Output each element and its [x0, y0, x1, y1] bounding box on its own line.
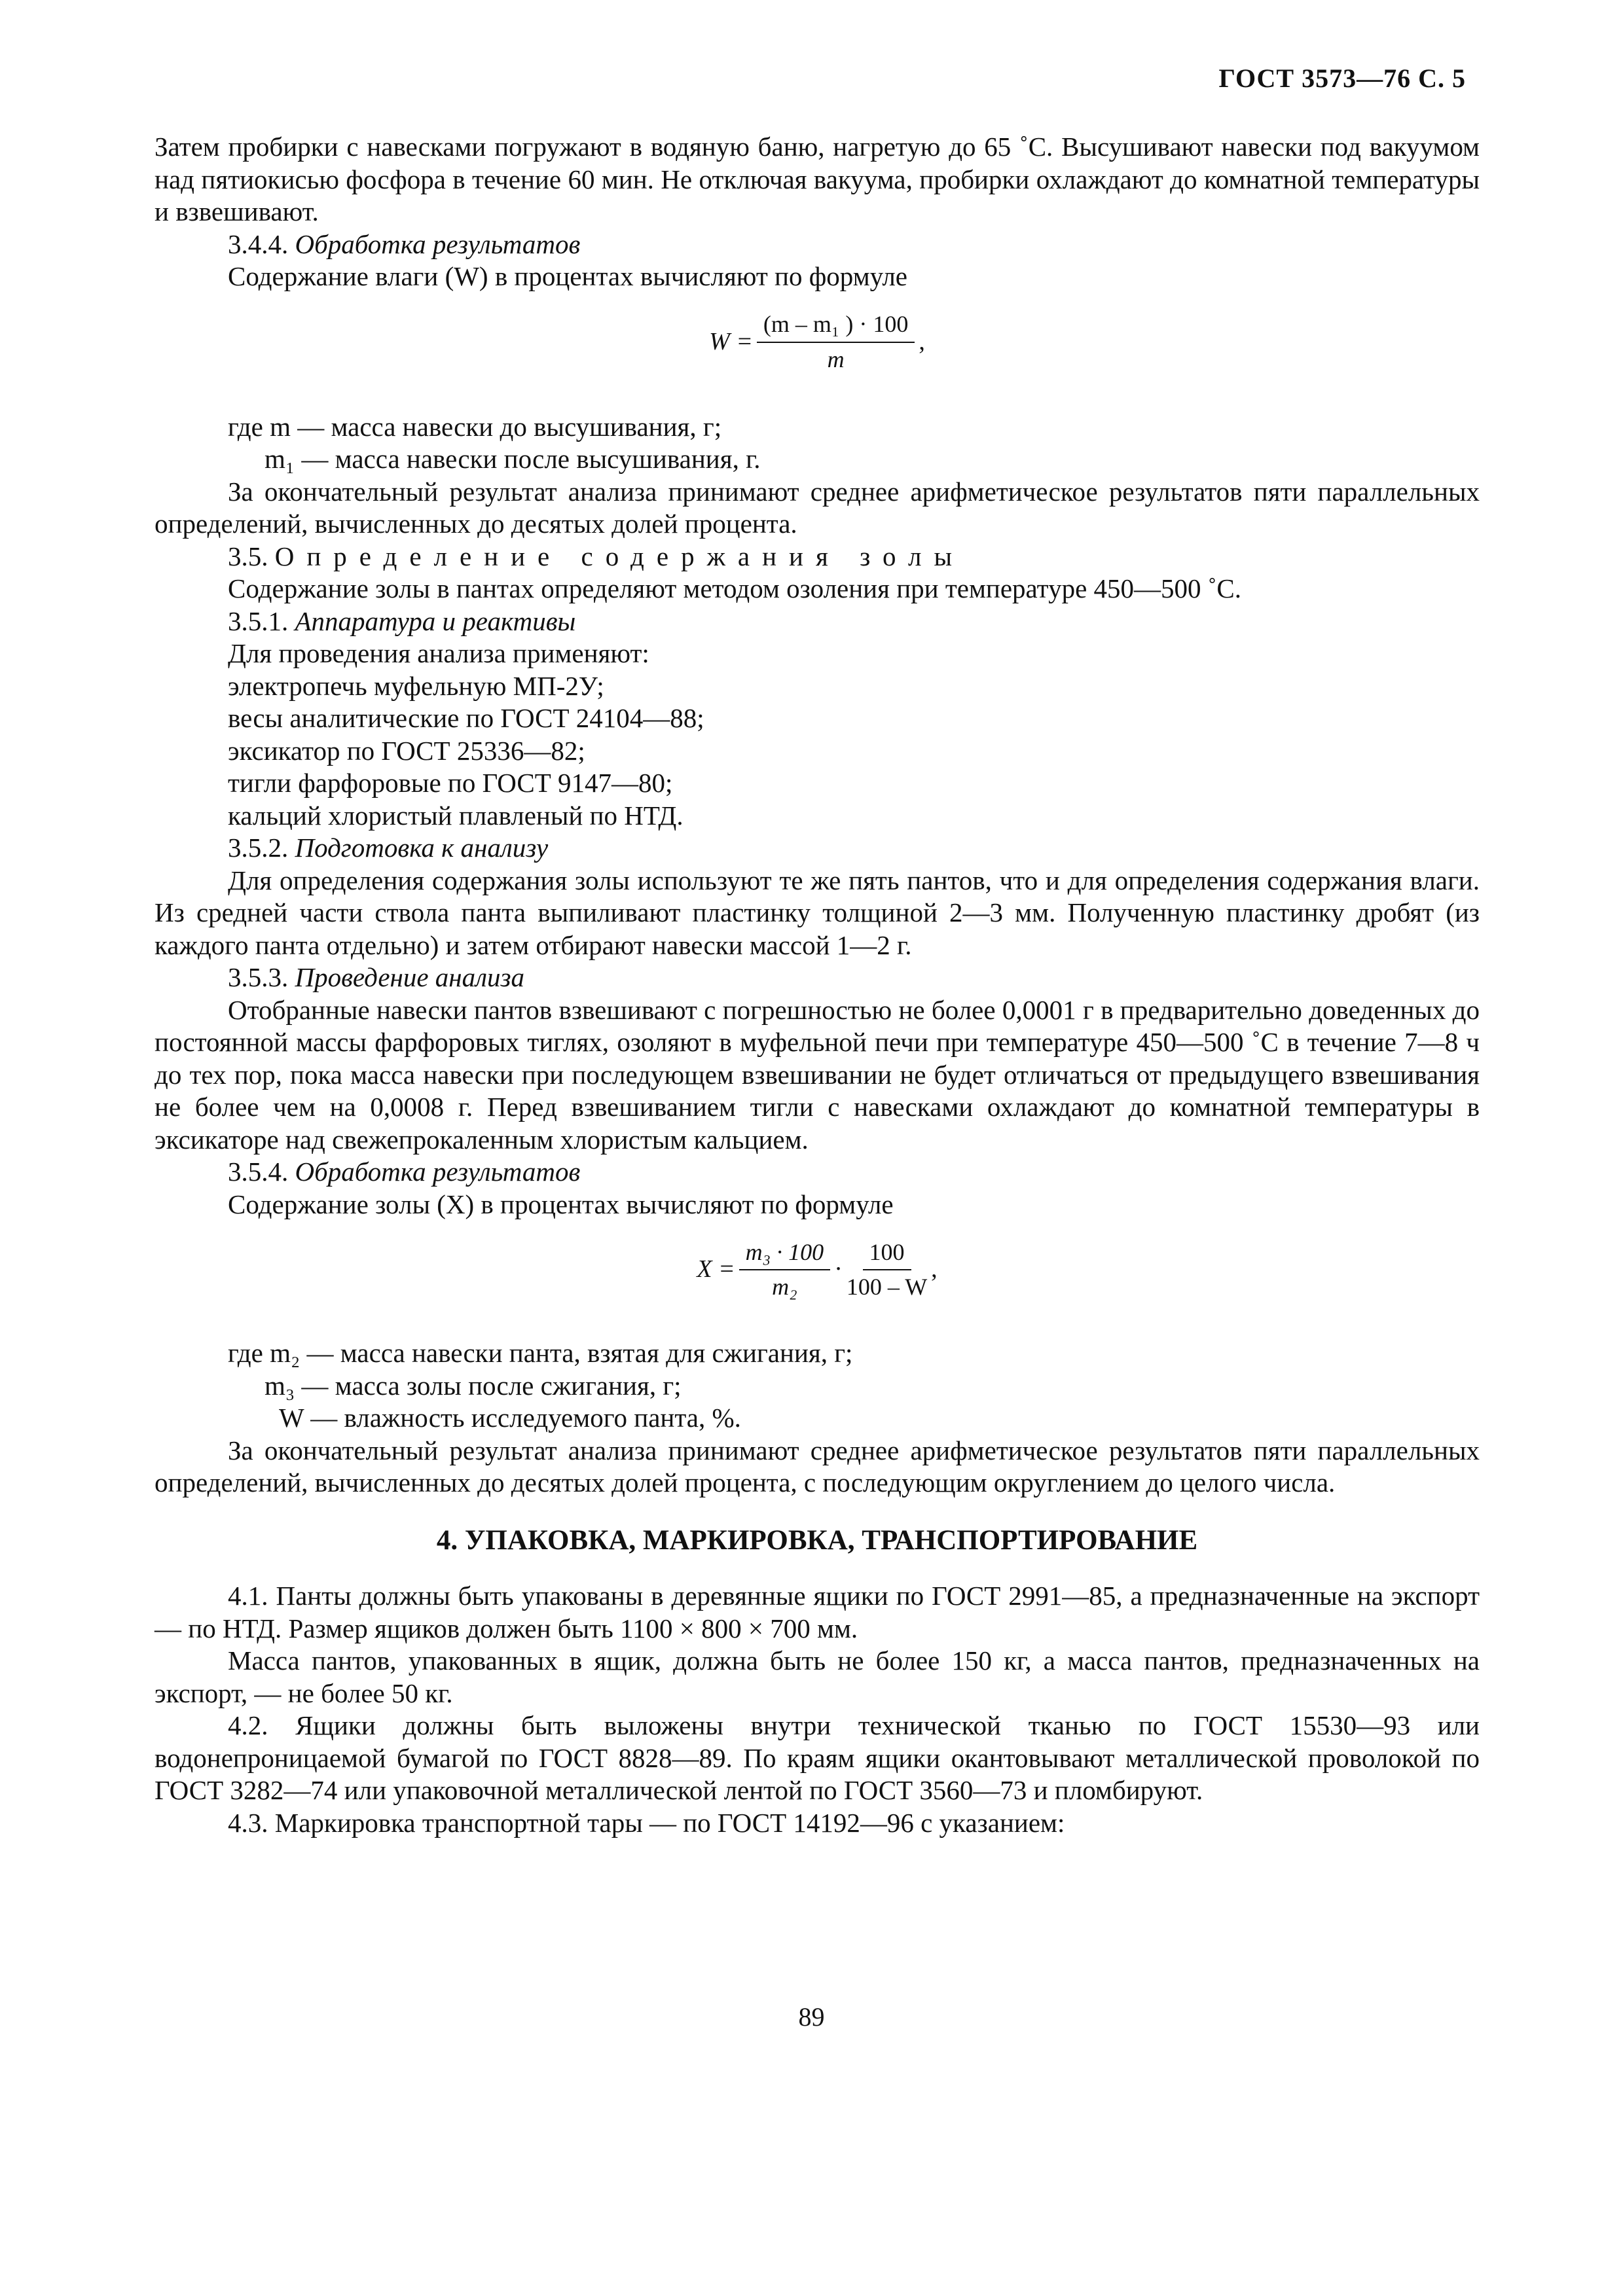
legend-m3: m₃ — масса золы после сжигания, г; — [264, 1370, 682, 1401]
ash-formula: X = $\frac{\text{m₃ · 100}}{\text{m₂}}$ · $\frac{100}{100 - W}$ , — [155, 1227, 1480, 1312]
apparatus-item: кальций хлористый плавленый по НТД. — [228, 800, 684, 831]
section-3-5-1-heading: 3.5.1. Аппаратура и реактивы — [228, 605, 576, 636]
formula-denominator: m₂ — [772, 1274, 797, 1300]
formula-fraction — [757, 310, 915, 373]
formula-fraction-1 — [739, 1238, 831, 1301]
formula-lhs: W = — [709, 327, 753, 355]
legend-m1: m₁ — масса навески после высушивания, г. — [264, 444, 761, 474]
moisture-formula: W = $\frac{\text{(m – m₁ ) · 100}}{m}$ , — [155, 300, 1480, 385]
formula-denominator: 100 – W — [846, 1274, 928, 1300]
formula-numerator: 100 — [863, 1238, 911, 1270]
section-title: Обработка результатов — [295, 1157, 581, 1187]
paragraph-4-1: 4.1. Панты должны быть упакованы в деревянные ящики по ГОСТ 2991—85, а предназначенные на экспорт — по НТД. Размер ящиков должен быть 1100 × 800 × 700 мм. — [155, 1581, 1480, 1643]
formula-lhs: X = — [697, 1255, 735, 1283]
document-body — [155, 131, 1480, 1839]
page-header: ГОСТ 3573—76 С. 5 — [1218, 63, 1466, 93]
section-3-5-3-heading: 3.5.3. Проведение анализа — [228, 962, 525, 992]
result-paragraph-1: За окончательный результат анализа принимают среднее арифметическое результатов пяти параллельных определений, вычисленных до десятых долей процента. — [155, 476, 1480, 539]
moisture-formula-intro: Содержание влаги (W) в процентах вычисляют по формуле — [228, 261, 907, 291]
section-3-5-4-heading: 3.5.4. Обработка результатов — [228, 1157, 581, 1187]
legend-m: где m — масса навески до высушивания, г; — [228, 411, 722, 442]
paragraph-4-2: 4.2. Ящики должны быть выложены внутри технической тканью по ГОСТ 15530—93 или водонепроницаемой бумагой по ГОСТ 8828—89. По краям ящики окантовывают металлической проволокой по ГОСТ 3282—74 или упаковочной металлической лентой по ГОСТ 3560—73 и пломбируют. — [155, 1710, 1480, 1805]
section-title: Аппаратура и реактивы — [295, 605, 576, 636]
section-title: Проведение анализа — [295, 962, 525, 992]
analysis-text: Отобранные навески пантов взвешивают с погрешностью не более 0,0001 г в предварительно доведенных до постоянной массы фарфоровых тиглях, озоляют в муфельной печи при температуре 450—500 ˚С в течение 7—8 ч до тех пор, пока масса навески при последующем взвешивании не будет отличаться от предыдущего взвешивания не более чем на 0,0008 г. Перед взвешиванием тигли с навесками охлаждают до комнатной температуры в эксикаторе над свежепрокаленным хлористым кальцием. — [155, 994, 1480, 1155]
paragraph-4-3: 4.3. Маркировка транспортной тары — по ГОСТ 14192—96 с указанием: — [228, 1807, 1065, 1838]
formula-fraction-2 — [847, 1238, 927, 1301]
apparatus-item: Для проведения анализа применяют: — [228, 638, 649, 668]
section-title: Подготовка к анализу — [295, 833, 549, 863]
section-title: Определение содержания золы — [274, 541, 965, 571]
ash-formula-intro: Содержание золы (X) в процентах вычисляют по формуле — [228, 1189, 894, 1219]
section-4-title: 4. УПАКОВКА, МАРКИРОВКА, ТРАНСПОРТИРОВАНИЕ — [436, 1524, 1198, 1556]
section-3-4-4-heading: 3.4.4. Обработка результатов — [228, 228, 581, 259]
paragraph-drying: Затем пробирки с навесками погружают в водяную баню, нагретую до 65 ˚С. Высушивают навески под вакуумом над пятиокисью фосфора в течение 60 мин. Не отключая вакуума, пробирки охлаждают до комнатной температуры и взвешивают. — [155, 132, 1480, 226]
section-3-5-2-heading: 3.5.2. Подготовка к анализу — [228, 833, 549, 863]
apparatus-item: электропечь муфельную МП-2У; — [228, 670, 604, 701]
formula-numerator: (m – m₁ ) · 100 — [757, 310, 915, 342]
formula-dot: · — [834, 1255, 843, 1283]
section-title: Обработка результатов — [295, 228, 581, 259]
ash-method-text: Содержание золы в пантах определяют методом озоления при температуре 450—500 ˚С. — [228, 573, 1242, 603]
apparatus-item: эксикатор по ГОСТ 25336—82; — [228, 735, 585, 766]
section-3-5-heading: 3.5. Определение содержания золы — [228, 541, 965, 571]
apparatus-item: весы аналитические по ГОСТ 24104—88; — [228, 703, 704, 733]
formula-numerator: m₃ · 100 — [739, 1238, 831, 1270]
paragraph-4-1-mass: Масса пантов, упакованных в ящик, должна быть не более 150 кг, а масса пантов, предназначенных на экспорт, — не более 50 кг. — [155, 1645, 1480, 1708]
legend-m2: где m₂ — масса навески панта, взятая для сжигания, г; — [228, 1338, 853, 1368]
result-paragraph-2: За окончательный результат анализа принимают среднее арифметическое результатов пяти параллельных определений, вычисленных до десятых долей процента, с последующим округлением до целого числа. — [155, 1435, 1480, 1498]
formula-denominator: m — [827, 346, 845, 372]
preparation-text: Для определения содержания золы используют те же пять пантов, что и для определения содержания влаги. Из средней части ствола панта выпиливают пластинку толщиной 2—3 мм. Полученную пластинку дробят (из каждого панта отдельно) и затем отбирают навески массой 1—2 г. — [155, 865, 1480, 960]
apparatus-item: тигли фарфоровые по ГОСТ 9147—80; — [228, 768, 673, 798]
legend-W: W — влажность исследуемого панта, %. — [279, 1403, 741, 1433]
page-number: 89 — [798, 2002, 825, 2032]
